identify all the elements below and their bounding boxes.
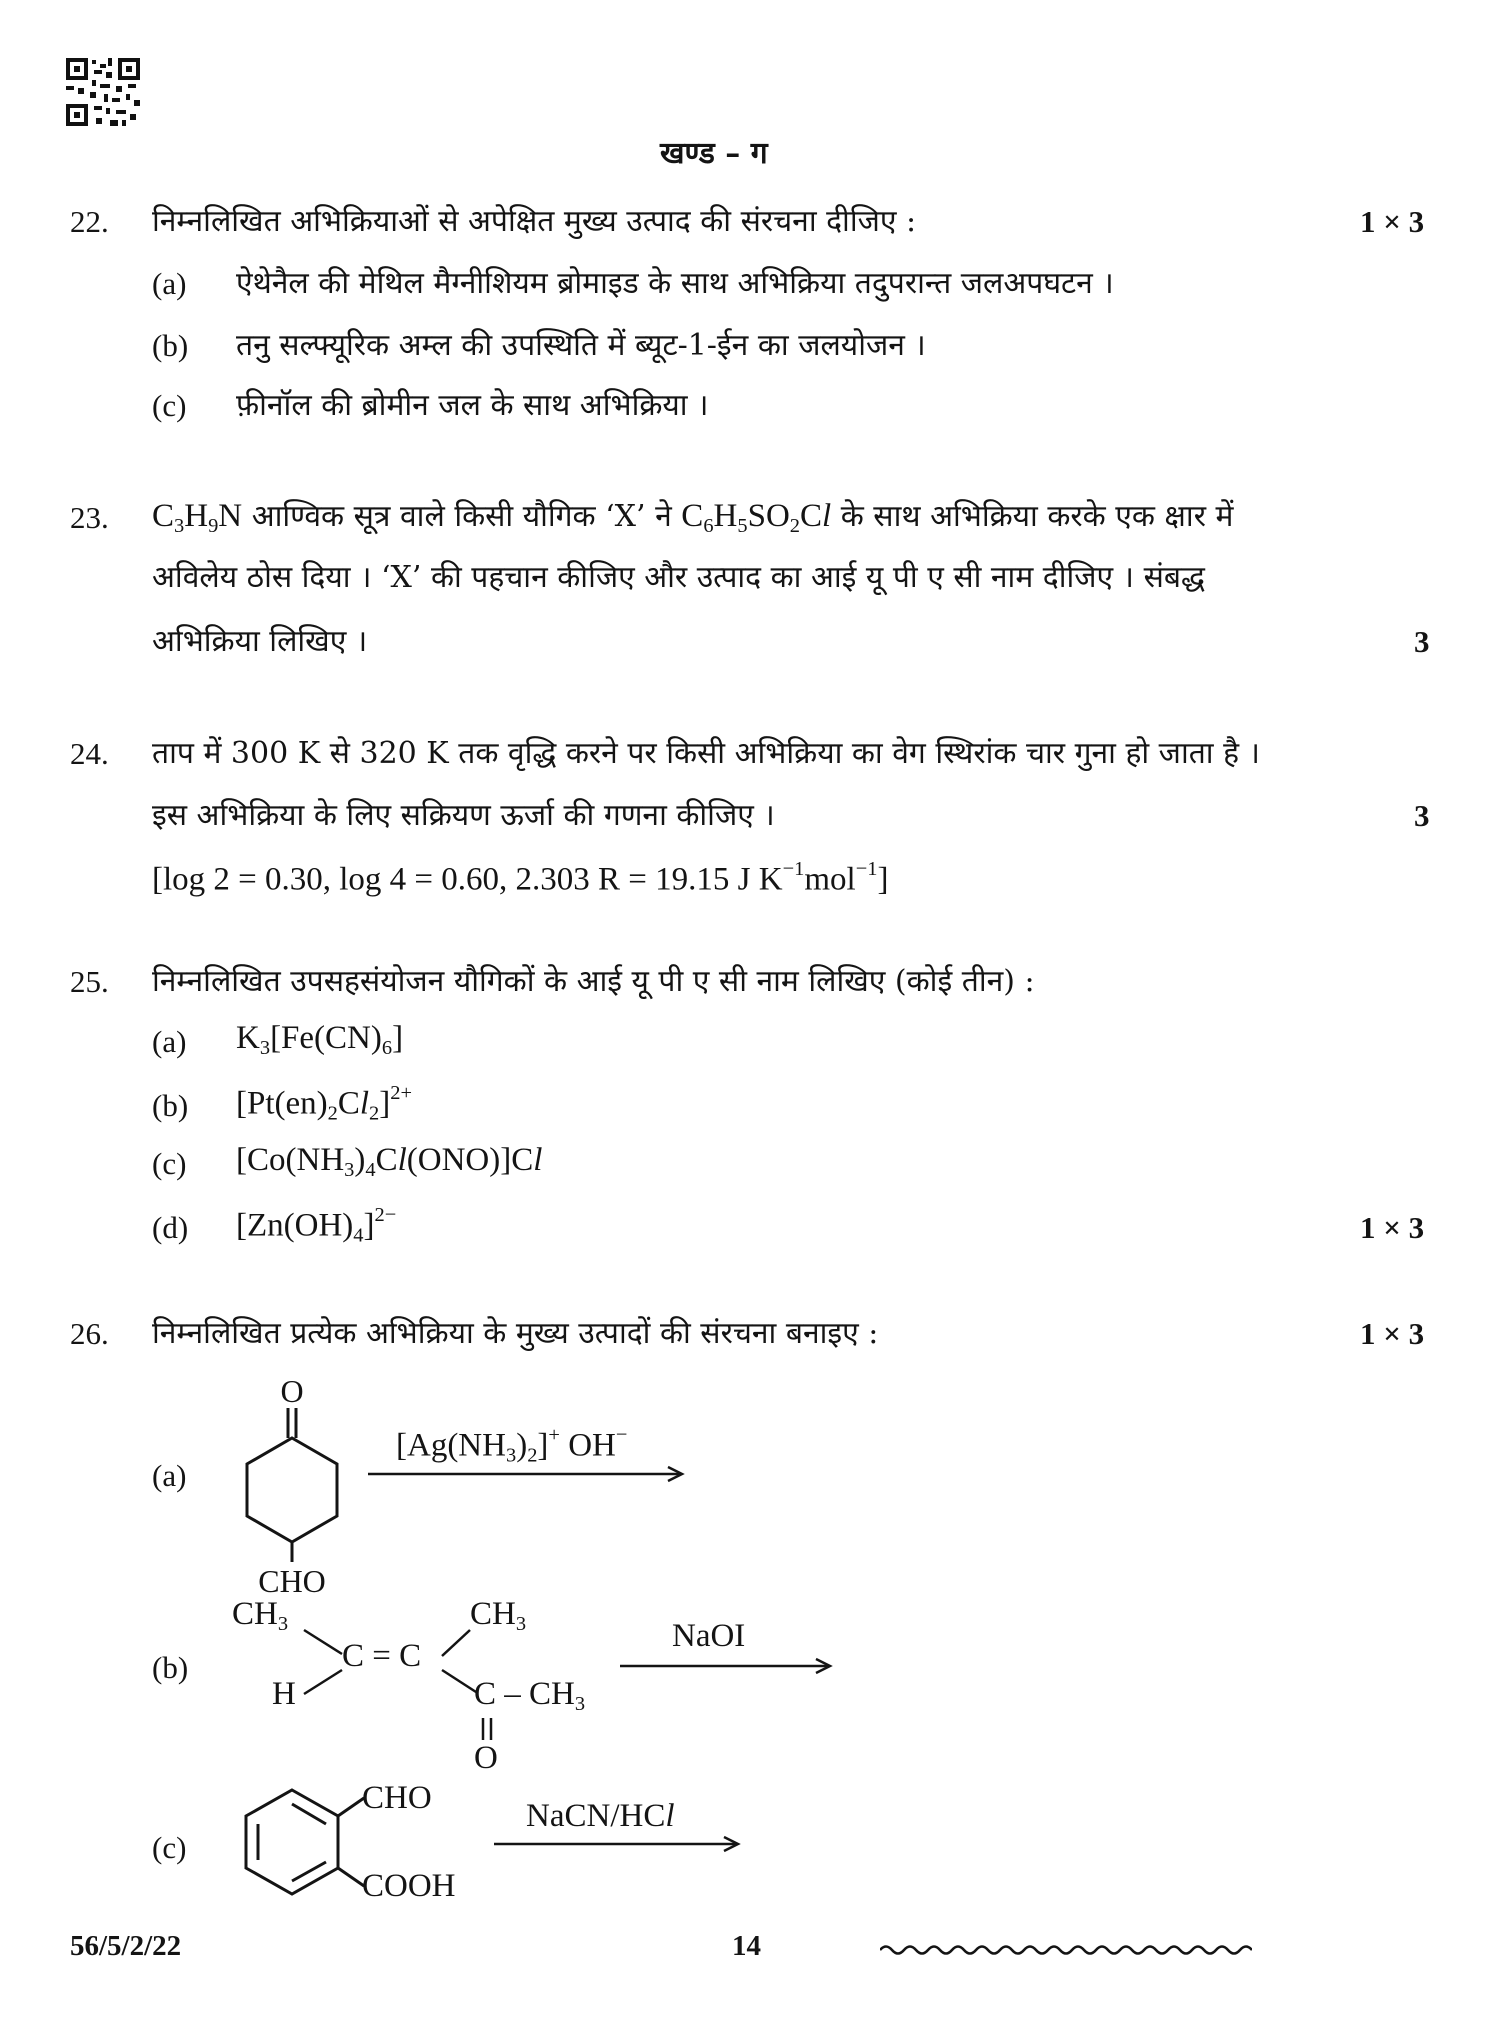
q26-text: निम्नलिखित प्रत्येक अभिक्रिया के मुख्य उत्पादों की संरचना बनाइए : xyxy=(152,1316,879,1351)
q26a-reaction-arrow xyxy=(368,1464,688,1484)
paper-code: 56/5/2/22 xyxy=(70,1930,182,1962)
qr-code xyxy=(66,58,140,126)
q26-part-c-label: (c) xyxy=(152,1830,187,1865)
q22-part-c-text: फ़ीनॉल की ब्रोमीन जल के साथ अभिक्रिया । xyxy=(236,388,709,423)
q25-part-b-label: (b) xyxy=(152,1088,189,1123)
q26b-h-label: H xyxy=(272,1676,296,1712)
q26b-ch3-left: $CH_3$ xyxy=(232,1596,289,1636)
q23-line3: अभिक्रिया लिखिए । xyxy=(152,624,368,659)
q25-part-c-label: (c) xyxy=(152,1146,187,1181)
q25-number: 25. xyxy=(70,964,109,999)
q22-part-a-text: ऐथेनैल की मेथिल मैग्नीशियम ब्रोमाइड के साथ अभिक्रिया तदुपरान्त जलअपघटन । xyxy=(236,266,1114,301)
q26b-reagent: NaOI xyxy=(672,1618,746,1654)
q24-number: 24. xyxy=(70,736,109,771)
q25-part-a-formula: $K_3[Fe(CN)_6]$ xyxy=(236,1020,404,1060)
q23-text-1: आण्विक सूत्र वाले किसी यौगिक ‘X’ ने xyxy=(251,499,672,534)
q26-part-a-label: (a) xyxy=(152,1458,187,1493)
q26c-cooh-group: COOH xyxy=(362,1868,456,1904)
q24-line2: इस अभिक्रिया के लिए सक्रियण ऊर्जा की गणना कीजिए । xyxy=(152,798,775,833)
q24-line1: ताप में 300 K से 320 K तक वृद्धि करने पर किसी अभिक्रिया का वेग स्थिरांक चार गुना हो जाता है । xyxy=(152,736,1260,771)
q26b-bond-lines xyxy=(300,1616,500,1766)
q25-text: निम्नलिखित उपसहसंयोजन यौगिकों के आई यू पी ए सी नाम लिखिए (कोई तीन) : xyxy=(152,964,1035,999)
q26b-reaction-arrow xyxy=(620,1656,836,1676)
q26c-reaction-arrow xyxy=(494,1834,744,1854)
q22-part-b-text: तनु सल्फ्यूरिक अम्ल की उपस्थिति में ब्यूट-1-ईन का जलयोजन । xyxy=(236,328,926,363)
q26a-oxo-label: O xyxy=(280,1373,304,1409)
q26a-cho-label: CHO xyxy=(258,1563,326,1596)
q22-text: निम्नलिखित अभिक्रियाओं से अपेक्षित मुख्य उत्पाद की संरचना दीजिए : xyxy=(152,204,917,239)
q22-part-b-label: (b) xyxy=(152,328,189,363)
q25-marks: 1 × 3 xyxy=(1360,1210,1425,1245)
page-number: 14 xyxy=(732,1930,761,1962)
q22-marks: 1 × 3 xyxy=(1360,204,1425,239)
q23-formula-sulfonyl: $C_6H_5SO_2Cl$ xyxy=(681,498,832,538)
q26-part-b-label: (b) xyxy=(152,1650,189,1685)
q26b-ch3-right: $CH_3$ xyxy=(470,1596,527,1636)
footer-wavy-line xyxy=(880,1942,1252,1958)
q23-marks: 3 xyxy=(1414,624,1430,659)
q22-part-c-label: (c) xyxy=(152,388,187,423)
q25-part-b-formula: $[Pt(en)_2Cl_2]^{2+}$ xyxy=(236,1082,413,1125)
q26b-acetyl-group: C – $CH_3$ xyxy=(474,1676,586,1716)
q25-part-d-label: (d) xyxy=(152,1210,189,1245)
q26-marks: 1 × 3 xyxy=(1360,1316,1425,1351)
q26b-double-bond: C = C xyxy=(342,1638,422,1674)
q26c-reagent: NaCN/HCl xyxy=(526,1798,675,1834)
q24-marks: 3 xyxy=(1414,798,1430,833)
q23-line2: अविलेय ठोस दिया । ‘X’ की पहचान कीजिए और उत्पाद का आई यू पी ए सी नाम दीजिए । संबद्ध xyxy=(152,560,1205,595)
q26a-reagent: $[Ag(NH_3)_2]^+$ OH− xyxy=(396,1424,628,1467)
q23-number: 23. xyxy=(70,500,109,535)
q22-number: 22. xyxy=(70,204,109,239)
q23-text-2: के साथ अभिक्रिया करके एक क्षार में xyxy=(840,499,1234,534)
q25-part-a-label: (a) xyxy=(152,1024,187,1059)
q26c-benzene-structure xyxy=(226,1776,372,1916)
q25-part-c-formula: $[Co(NH_3)_4Cl(ONO)]Cl$ xyxy=(236,1142,543,1182)
q25-part-d-formula: $[Zn(OH)_4]^{2-}$ xyxy=(236,1204,397,1247)
q23-formula-c3h9n: $C_3H_9N$ xyxy=(152,498,243,538)
q23-line1 xyxy=(152,496,1233,546)
q22-part-a-label: (a) xyxy=(152,266,187,301)
q24-given-data: [log 2 = 0.30, log 4 = 0.60, 2.303 R = 19.15 J $K^{-1}mol^{-1}$] xyxy=(152,858,889,898)
q26b-carbonyl-o: O xyxy=(474,1740,498,1776)
q26-number: 26. xyxy=(70,1316,109,1351)
q26c-cho-group: CHO xyxy=(362,1780,432,1816)
q26a-cyclohexanone-structure xyxy=(226,1366,386,1596)
section-title: खण्ड – ग xyxy=(660,136,768,171)
